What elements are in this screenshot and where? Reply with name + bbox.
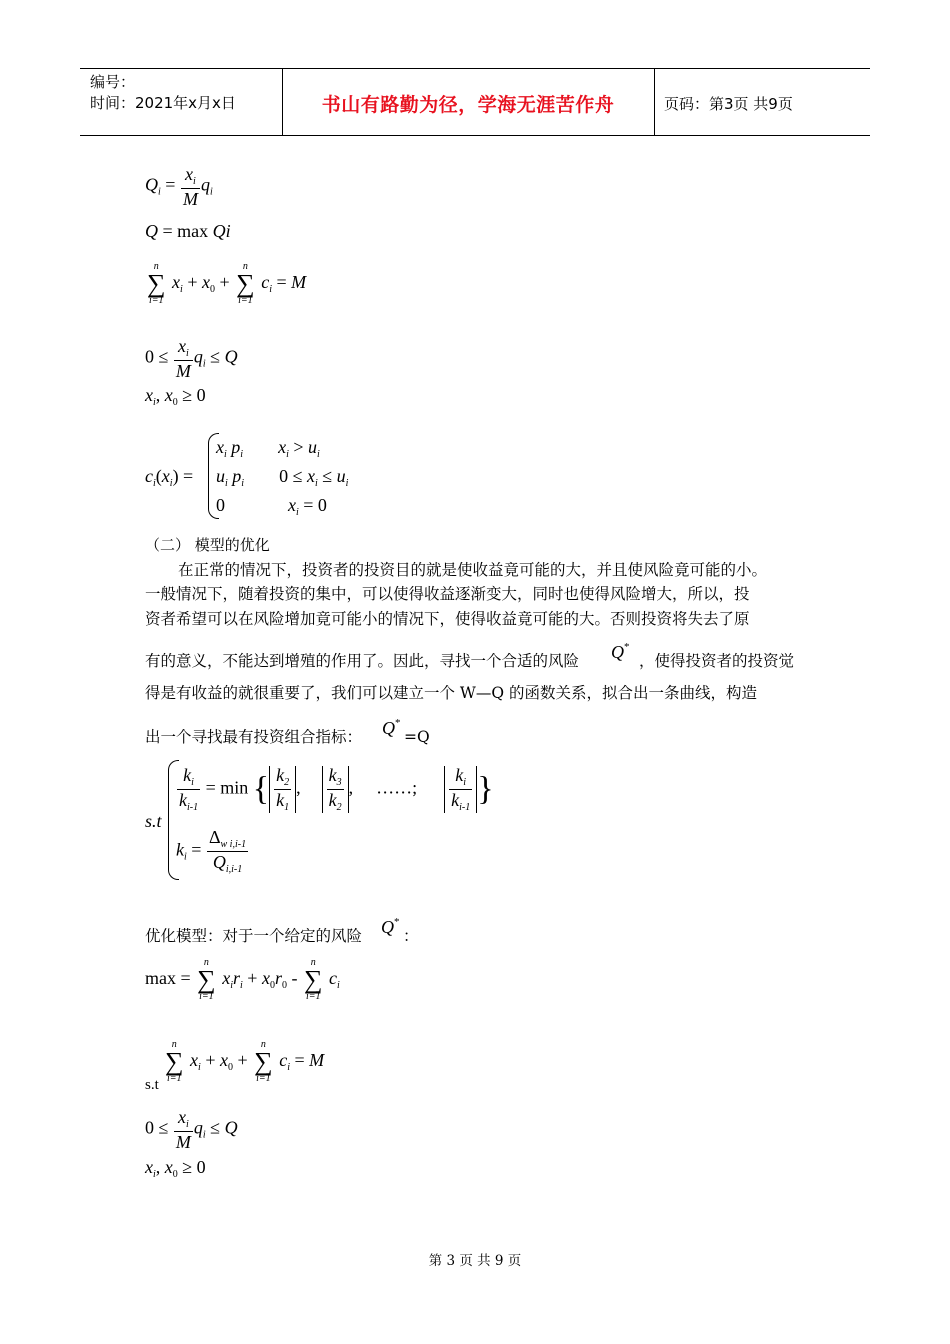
formula-nonneg: $x_i$, $x_0 \ge 0$ [145,385,206,408]
cost-case-2: $u_i$ $p_i$ $0 \le x_i \le u_i$ [216,466,349,489]
paragraph-line-3: 资者希望可以在风险增加竟可能小的情况下，使得收益竟可能的大。否则投资将失去了原 [145,610,750,628]
page-footer: 第 3 页 共 9 页 [428,1253,522,1269]
formula-k-def: $k_i$ = $\frac{\Delta_{w i,i-1}}{Q_{i,i-1}}$ [176,827,247,875]
paragraph-line-4b: ，使得投资者的投资觉 [639,652,795,670]
header-divider-2 [654,68,655,135]
header-top-rule [80,68,870,69]
cost-case-1: $x_i$ $p_i$ $x_i > u_i$ [216,437,320,460]
optimize-intro: 优化模型：对于一个给定的风险 [145,927,363,945]
formula-q-max: Q = max Qi [145,221,231,241]
paragraph-line-5: 得是有收益的就很重要了，我们可以建立一个 W—Q 的函数关系，拟合出一条曲线，构造 [145,684,757,702]
header-meta [90,72,236,114]
paragraph-line-6b: =Q [404,728,430,746]
risk-symbol-q-star-2: Q* [382,717,401,738]
formula-k-ratio: $\frac{k_i}{k_{i-1}}$ = min { $\frac{k_2}{k_1}$ , $\frac{k_3}{k_2}$ , ……; $\frac{k_i}{k_{i-1}}$ } [179,765,494,813]
paragraph-line-4: 有的意义，不能达到增殖的作用了。因此，寻找一个合适的风险 [145,652,580,670]
header-motto: 书山有路勤为径，学海无涯苦作舟 [321,94,615,116]
formula-budget: n ∑ i=1 $x_i + x_0$ + n ∑ i=1 $c_i = M$ [147,261,307,306]
formula-st-risk: 0 ≤ $\frac{x_i}{M}$ $q_i \le Q$ [145,1107,238,1152]
formula-st-nonneg: $x_i$, $x_0 \ge 0$ [145,1157,206,1180]
header-page-label: 页码：第3页 共9页 [664,95,793,113]
serial-label: 编号： [90,73,136,91]
paragraph-line-1: 在正常的情况下，投资者的投资目的就是使收益竟可能的大，并且使风险竟可能的小。 [178,561,768,579]
paragraph-line-2: 一般情况下，随着投资的集中，可以使得收益逐渐变大，同时也使得风险增大，所以，投 [145,585,750,603]
formula-risk-bound: 0 ≤ $\frac{x_i}{M}$ $q_i \le Q$ [145,336,238,381]
time-label: 时间：2021年x月x日 [90,94,236,112]
paragraph-line-6: 出一个寻找最有投资组合指标： [145,728,363,746]
ellipsis: ……; [376,777,418,798]
formula-qi: $Q_i$ = $\frac{x_i}{M}$ $q_i$ [145,164,213,209]
risk-symbol-q-star-1: Q* [611,641,630,662]
st-dot-label: s.t [145,1077,159,1093]
formula-objective: max = n ∑ i=1 $x_ir_i + x_0r_0$ - n ∑ i=1 $c_i$ [145,957,340,1002]
formula-cost-lhs: $c_i(x_i)$ = [145,466,194,489]
st-label: s.t [145,811,162,831]
optimize-colon: ： [403,927,419,945]
section-title: （二） 模型的优化 [145,536,270,554]
formula-st-budget: n ∑ i=1 $x_i + x_0$ + n ∑ i=1 $c_i = M$ [165,1039,325,1084]
header-bottom-rule [80,135,870,136]
risk-symbol-q-star-3: Q* [381,916,400,937]
cost-case-3: 0 $x_i = 0$ [216,495,327,518]
